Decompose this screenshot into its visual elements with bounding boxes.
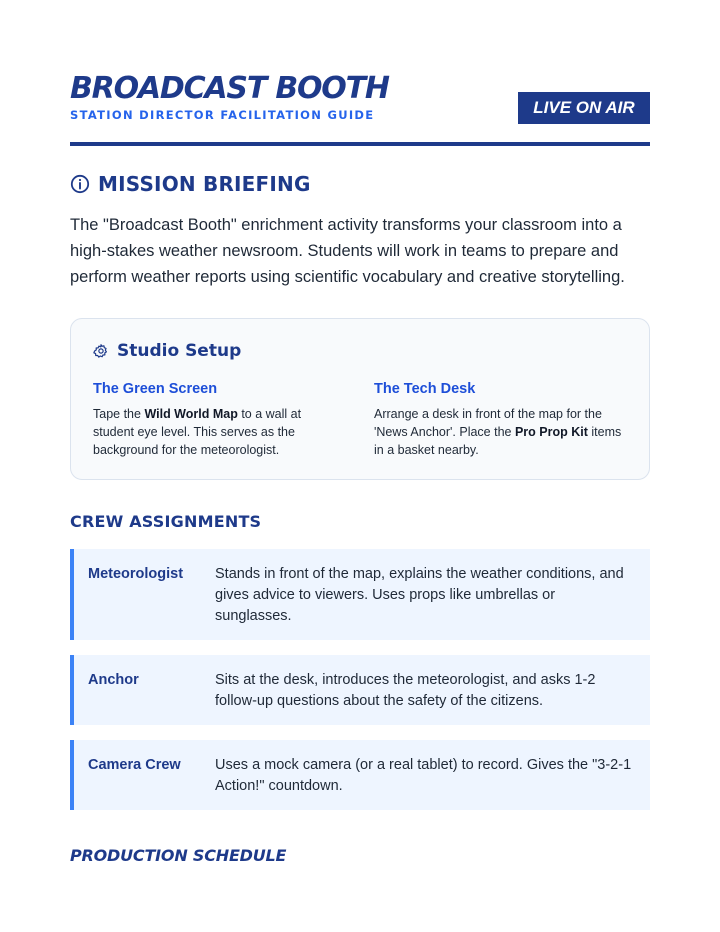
crew-assignments-heading: CREW ASSIGNMENTS xyxy=(70,512,262,531)
tech-desk-column xyxy=(374,381,624,459)
gear-icon xyxy=(93,343,109,359)
green-screen-title: The Green Screen xyxy=(93,381,218,397)
green-screen-text: Tape the Wild World Map to a wall at student eye level. This serves as the background for the meteorologist. xyxy=(93,407,302,457)
mission-briefing-text: The "Broadcast Booth" enrichment activity transforms your classroom into a high-stakes weather newsroom. Students will work in teams to prepare and perform weather reports using scientific vocabulary and creative storytelling. xyxy=(70,216,625,286)
studio-setup-card xyxy=(70,318,650,480)
crew-role-description: Uses a mock camera (or a real tablet) to record. Gives the "3-2-1 Action!" countdown. xyxy=(215,757,632,794)
crew-row-camera-crew xyxy=(70,740,650,810)
production-schedule-heading: PRODUCTION SCHEDULE xyxy=(70,846,287,865)
crew-role-label: Meteorologist xyxy=(88,566,184,582)
mission-briefing-heading: MISSION BRIEFING xyxy=(98,172,311,196)
studio-setup-heading: Studio Setup xyxy=(117,341,242,361)
green-screen-column xyxy=(93,381,329,459)
studio-setup-header xyxy=(93,341,241,361)
guide-title: BROADCAST BOOTH xyxy=(70,71,389,106)
info-circle-icon xyxy=(70,174,90,194)
crew-role-label: Camera Crew xyxy=(88,757,181,773)
tech-desk-title: The Tech Desk xyxy=(374,381,476,397)
guide-header xyxy=(70,70,650,146)
pro-prop-kit-highlight: Pro Prop Kit xyxy=(514,425,588,439)
live-on-air-badge: LIVE ON AIR xyxy=(518,92,650,124)
wild-world-map-highlight: Wild World Map xyxy=(144,407,238,421)
guide-subtitle: STATION DIRECTOR FACILITATION GUIDE xyxy=(70,108,375,122)
tech-desk-text: Arrange a desk in front of the map for the 'News Anchor'. Place the Pro Prop Kit items in a basket nearby. xyxy=(374,407,622,457)
crew-role-description: Sits at the desk, introduces the meteorologist, and asks 1-2 follow-up questions about the safety of the citizens. xyxy=(215,672,596,709)
mission-briefing-header xyxy=(70,170,650,198)
crew-role-description: Stands in front of the map, explains the weather conditions, and gives advice to viewers. Uses props like umbrellas or sunglasses. xyxy=(215,566,624,624)
crew-row-meteorologist xyxy=(70,549,650,640)
crew-row-anchor xyxy=(70,655,650,725)
crew-role-label: Anchor xyxy=(88,672,139,688)
